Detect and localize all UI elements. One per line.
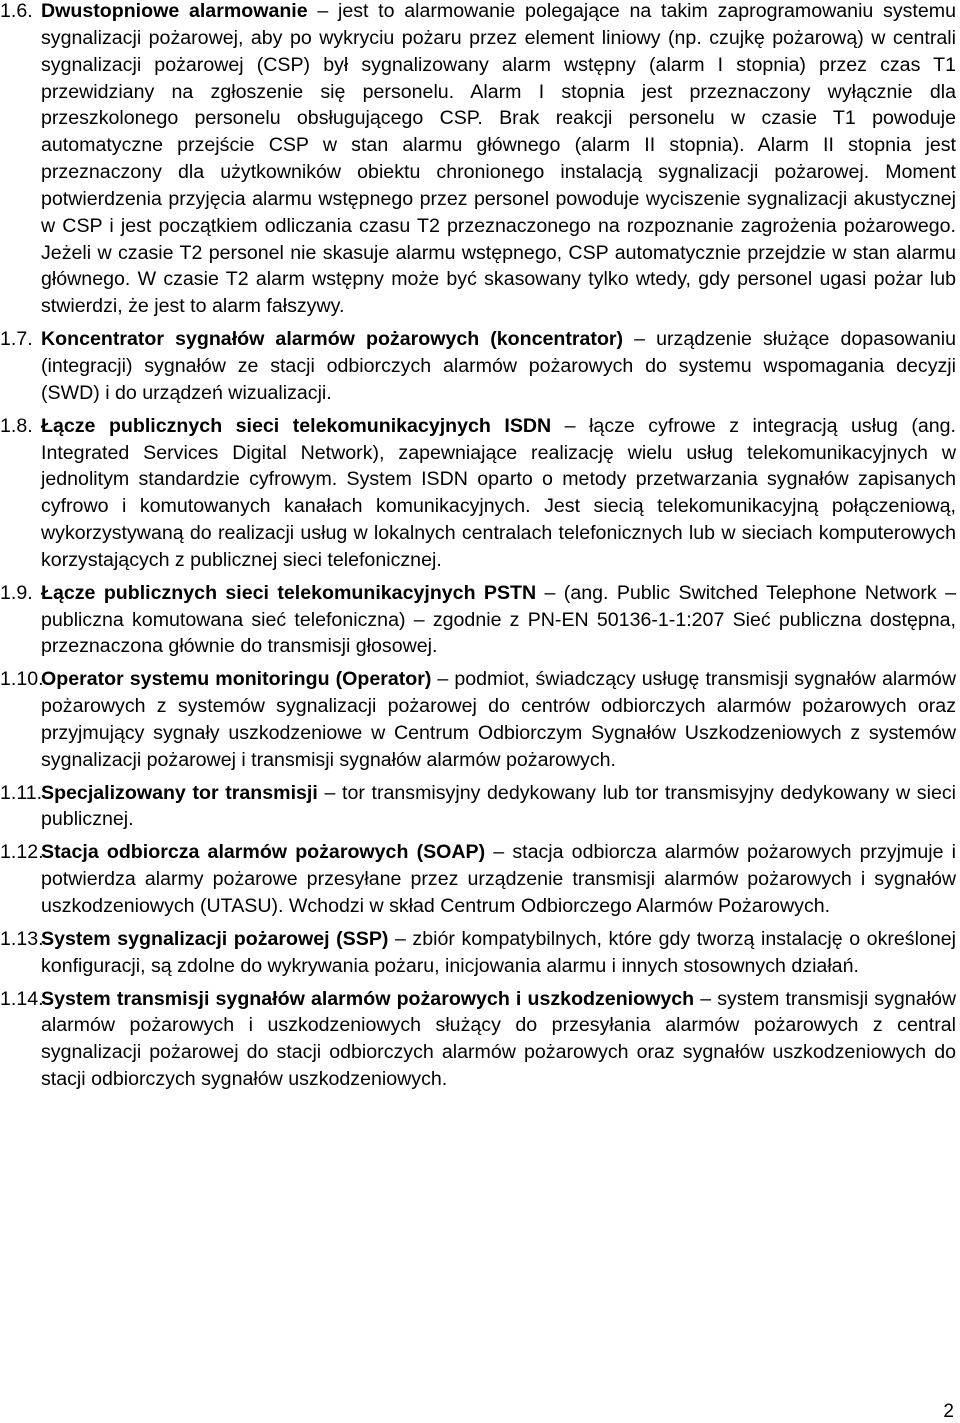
entry-term: Koncentrator sygnałów alarmów pożarowych (koncentrator) [41, 328, 624, 351]
entry-number: 1.7. [0, 328, 33, 351]
entry-definition: – urządzenie służące dopasowaniu (integracji) sygnałów ze stacji odbiorczych alarmów pożarowych do systemu wspomagania decyzji (SWD) i do urządzeń wizualizacji. [41, 328, 956, 404]
entry-number: 1.10. [0, 668, 44, 691]
entry-text [41, 0, 956, 320]
entry-text [41, 780, 956, 834]
entry-term: System transmisji sygnałów alarmów pożarowych i uszkodzeniowych [41, 987, 695, 1010]
entry-term: Łącze publicznych sieci telekomunikacyjnych PSTN [41, 581, 537, 604]
entry-text [41, 986, 956, 1093]
entry-text [41, 926, 956, 980]
entry-text [41, 580, 956, 661]
entry-text [41, 666, 956, 773]
entry-definition: – stacja odbiorcza alarmów pożarowych przyjmuje i potwierdza alarmy pożarowe przesyłane przez urządzenie transmisji alarmów pożarowych i sygnałów uszkodzeniowych (UTASU). Wchodzi w skład Centrum Odbiorczego Alarmów Pożarowych. [41, 841, 956, 917]
entry-term: System sygnalizacji pożarowej (SSP) [41, 927, 389, 950]
entry-term: Dwustopniowe alarmowanie [41, 0, 308, 22]
entry-number: 1.9. [0, 581, 33, 604]
definition-1-12 [0, 839, 956, 920]
entry-text [41, 413, 956, 574]
entry-term: Operator systemu monitoringu (Operator) [41, 668, 432, 691]
entry-number: 1.11. [0, 781, 43, 804]
entry-number: 1.13. [0, 927, 44, 950]
entry-text [41, 839, 956, 920]
entry-definition: – łącze cyfrowe z integracją usług (ang. Integrated Services Digital Network), zapewniające realizację wielu usług telekomunikacyjnych w jednolitym standardzie cyfrowym. System ISDN oparto o metody przetwarzania sygnałów zapisanych cyfrowo i komutowanych kanałach komunikacyjnych. Jest siecią telekomunikacyjną połączeniową, wykorzystywaną do realizacji usług w lokalnych centralach telefonicznych lub w sieciach komputerowych korzystających z publicznej sieci telefonicznej. [41, 414, 956, 571]
entry-definition: – system transmisji sygnałów alarmów pożarowych i uszkodzeniowych służący do przesyłania alarmów pożarowych z central sygnalizacji pożarowej do stacji odbiorczych alarmów pożarowych oraz sygnałów uszkodzeniowych do stacji odbiorczych sygnałów uszkodzeniowych. [41, 987, 956, 1091]
definition-1-14 [0, 986, 956, 1093]
page-number: 2 [943, 1401, 954, 1422]
entry-number: 1.14. [0, 987, 44, 1010]
entry-definition: – (ang. Public Switched Telephone Network – publiczna komutowana sieć telefoniczna) – zgodnie z PN-EN 50136-1-1:207 Sieć publiczna dostępna, przeznaczona głównie do transmisji głosowej. [41, 581, 956, 658]
entry-term: Stacja odbiorcza alarmów pożarowych (SOAP) [41, 841, 486, 864]
entry-number: 1.12. [0, 841, 44, 864]
entry-definition: – zbiór kompatybilnych, które gdy tworzą instalację o określonej konfiguracji, są zdolne do wykrywania pożaru, inicjowania alarmu i innych stosownych działań. [41, 927, 956, 977]
definition-1-8 [0, 413, 956, 574]
entry-term: Łącze publicznych sieci telekomunikacyjnych ISDN [41, 414, 552, 437]
definition-1-9 [0, 580, 956, 661]
entry-number: 1.6. [0, 0, 33, 22]
definition-1-11 [0, 780, 956, 834]
entry-definition: – tor transmisyjny dedykowany lub tor transmisyjny dedykowany w sieci publicznej. [41, 781, 956, 831]
definition-1-10 [0, 666, 956, 773]
definition-1-6 [0, 0, 956, 320]
entry-term: Specjalizowany tor transmisji [41, 781, 318, 804]
entry-definition: – podmiot, świadczący usługę transmisji sygnałów alarmów pożarowych z systemów sygnalizacji pożarowej do centrów odbiorczych alarmów pożarowych oraz przyjmujący sygnały uszkodzeniowe w Centrum Odbiorczym Sygnałów Uszkodzeniowych z systemów sygnalizacji pożarowej i transmisji sygnałów alarmów pożarowych. [41, 668, 956, 771]
entry-text [41, 326, 956, 407]
entry-definition: – jest to alarmowanie polegające na takim zaprogramowaniu systemu sygnalizacji pożarowej, aby po wykryciu pożaru przez element liniowy (np. czujkę pożarową) w centrali sygnalizacji pożarowej (CSP) był sygnalizowany alarm wstępny (alarm I stopnia) przez czas T1 przewidziany na zgłoszenie się personelu. Alarm I stopnia jest przeznaczony wyłącznie dla przeszkolonego personelu obsługującego CSP. Brak reakcji personelu w czasie T1 powoduje automatyczne przejście CSP w stan alarmu głównego (alarm II stopnia). Alarm II stopnia jest przeznaczony dla użytkowników obiektu chronionego instalacją sygnalizacji pożarowej. Moment potwierdzenia przyjęcia alarmu wstępnego przez personel powoduje wyciszenie sygnalizacji akustycznej w CSP i jest początkiem odliczania czasu T2 przeznaczonego na rozpoznanie zagrożenia pożarowego. Jeżeli w czasie T2 personel nie skasuje alarmu wstępnego, CSP automatycznie przejdzie w stan alarmu głównego. W czasie T2 alarm wstępny może być skasowany tylko wtedy, gdy personel ugasi pożar lub stwierdzi, że jest to alarm fałszywy. [41, 0, 956, 318]
definition-1-7 [0, 326, 956, 407]
entry-number: 1.8. [0, 414, 33, 437]
definition-1-13 [0, 926, 956, 980]
